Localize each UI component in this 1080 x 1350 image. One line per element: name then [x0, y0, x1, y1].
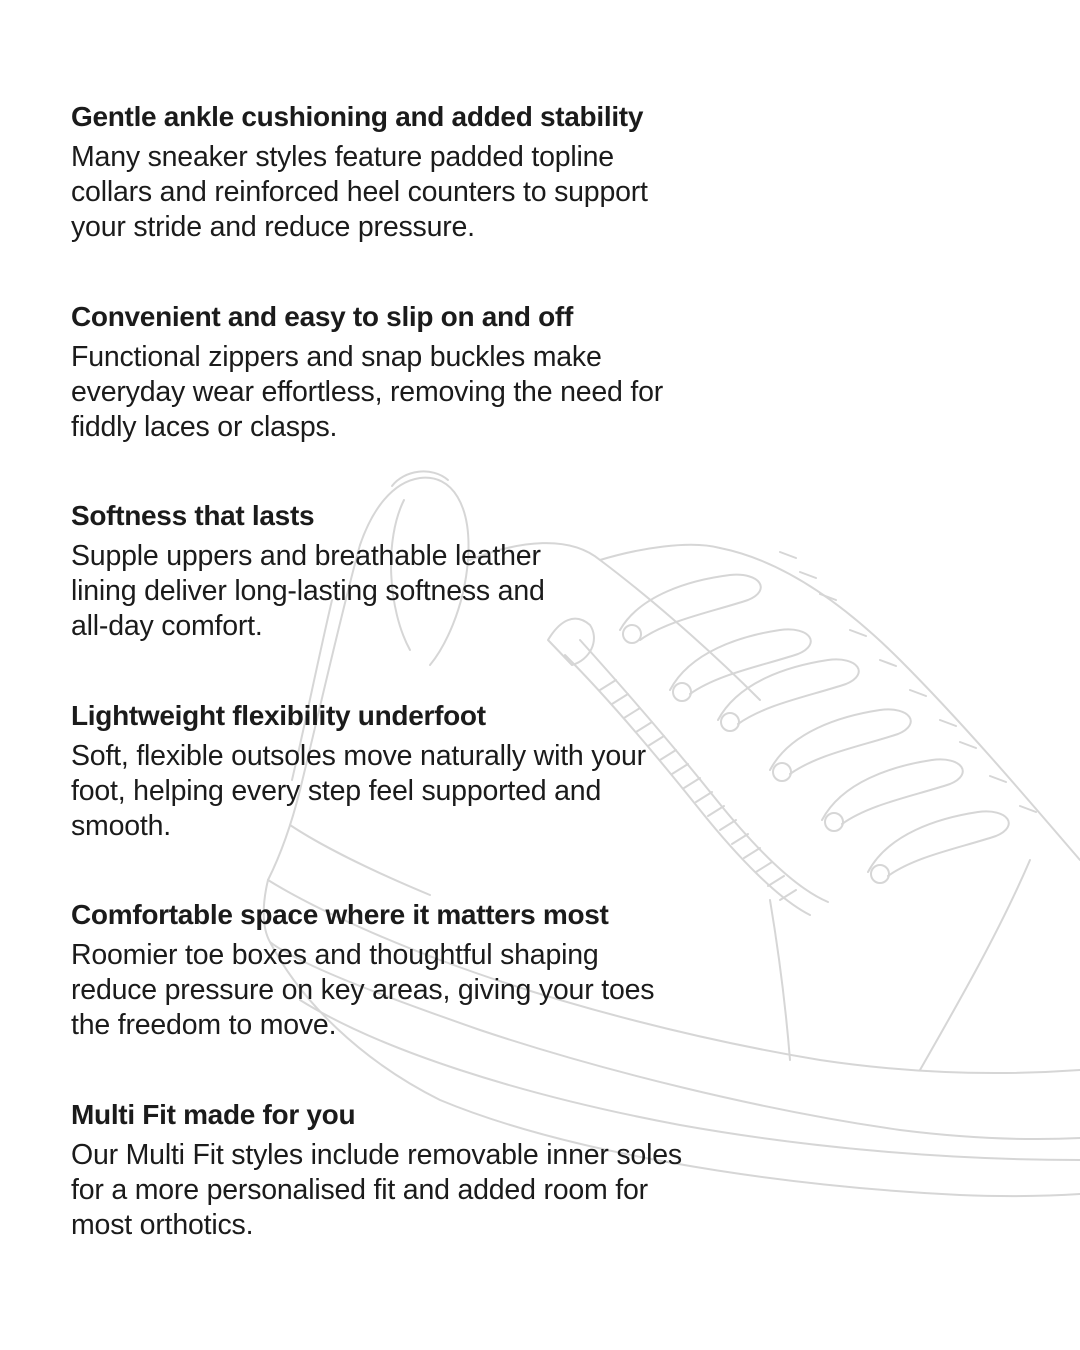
description-line: everyday wear effortless, removing the need for [71, 375, 664, 408]
feature-description [71, 739, 771, 844]
feature-description [71, 539, 771, 644]
description-line: all-day comfort. [71, 610, 263, 642]
feature-heading: Softness that lasts [71, 500, 315, 531]
description-line: Soft, flexible outsoles move naturally with your [71, 739, 646, 772]
description-line: most orthotics. [71, 1208, 254, 1241]
description-line: for a more personalised fit and added room for [71, 1173, 648, 1206]
description-line: Our Multi Fit styles include removable inner soles [71, 1138, 682, 1171]
feature-softness [71, 497, 771, 697]
description-line: fiddly laces or clasps. [71, 410, 338, 443]
feature-flexibility [71, 697, 771, 897]
feature-heading: Lightweight flexibility underfoot [71, 699, 486, 731]
description-line: Roomier toe boxes and thoughtful shaping [71, 939, 599, 971]
feature-heading: Comfortable space where it matters most [71, 899, 609, 930]
description-line: Many sneaker styles feature padded topline [71, 141, 614, 173]
feature-description [71, 1138, 771, 1243]
description-line: lining deliver long-lasting softness and [71, 575, 545, 607]
feature-toe-space [71, 896, 771, 1096]
description-line: smooth. [71, 809, 171, 842]
feature-heading: Multi Fit made for you [71, 1098, 356, 1130]
feature-description [71, 938, 771, 1043]
feature-ankle-cushioning [71, 98, 771, 298]
description-line: Functional zippers and snap buckles make [71, 340, 602, 373]
feature-heading: Convenient and easy to slip on and off [71, 300, 573, 332]
feature-description [71, 340, 771, 445]
description-line: Supple uppers and breathable leather [71, 540, 541, 572]
description-line: the freedom to move. [71, 1009, 337, 1041]
feature-slip-on [71, 298, 771, 498]
feature-description [71, 140, 771, 245]
description-line: reduce pressure on key areas, giving your toes [71, 974, 655, 1006]
feature-heading: Gentle ankle cushioning and added stability [71, 101, 644, 132]
description-line: foot, helping every step feel supported and [71, 774, 602, 807]
description-line: collars and reinforced heel counters to support [71, 176, 648, 208]
description-line: your stride and reduce pressure. [71, 211, 475, 243]
feature-list [71, 98, 771, 1295]
feature-multi-fit [71, 1096, 771, 1296]
